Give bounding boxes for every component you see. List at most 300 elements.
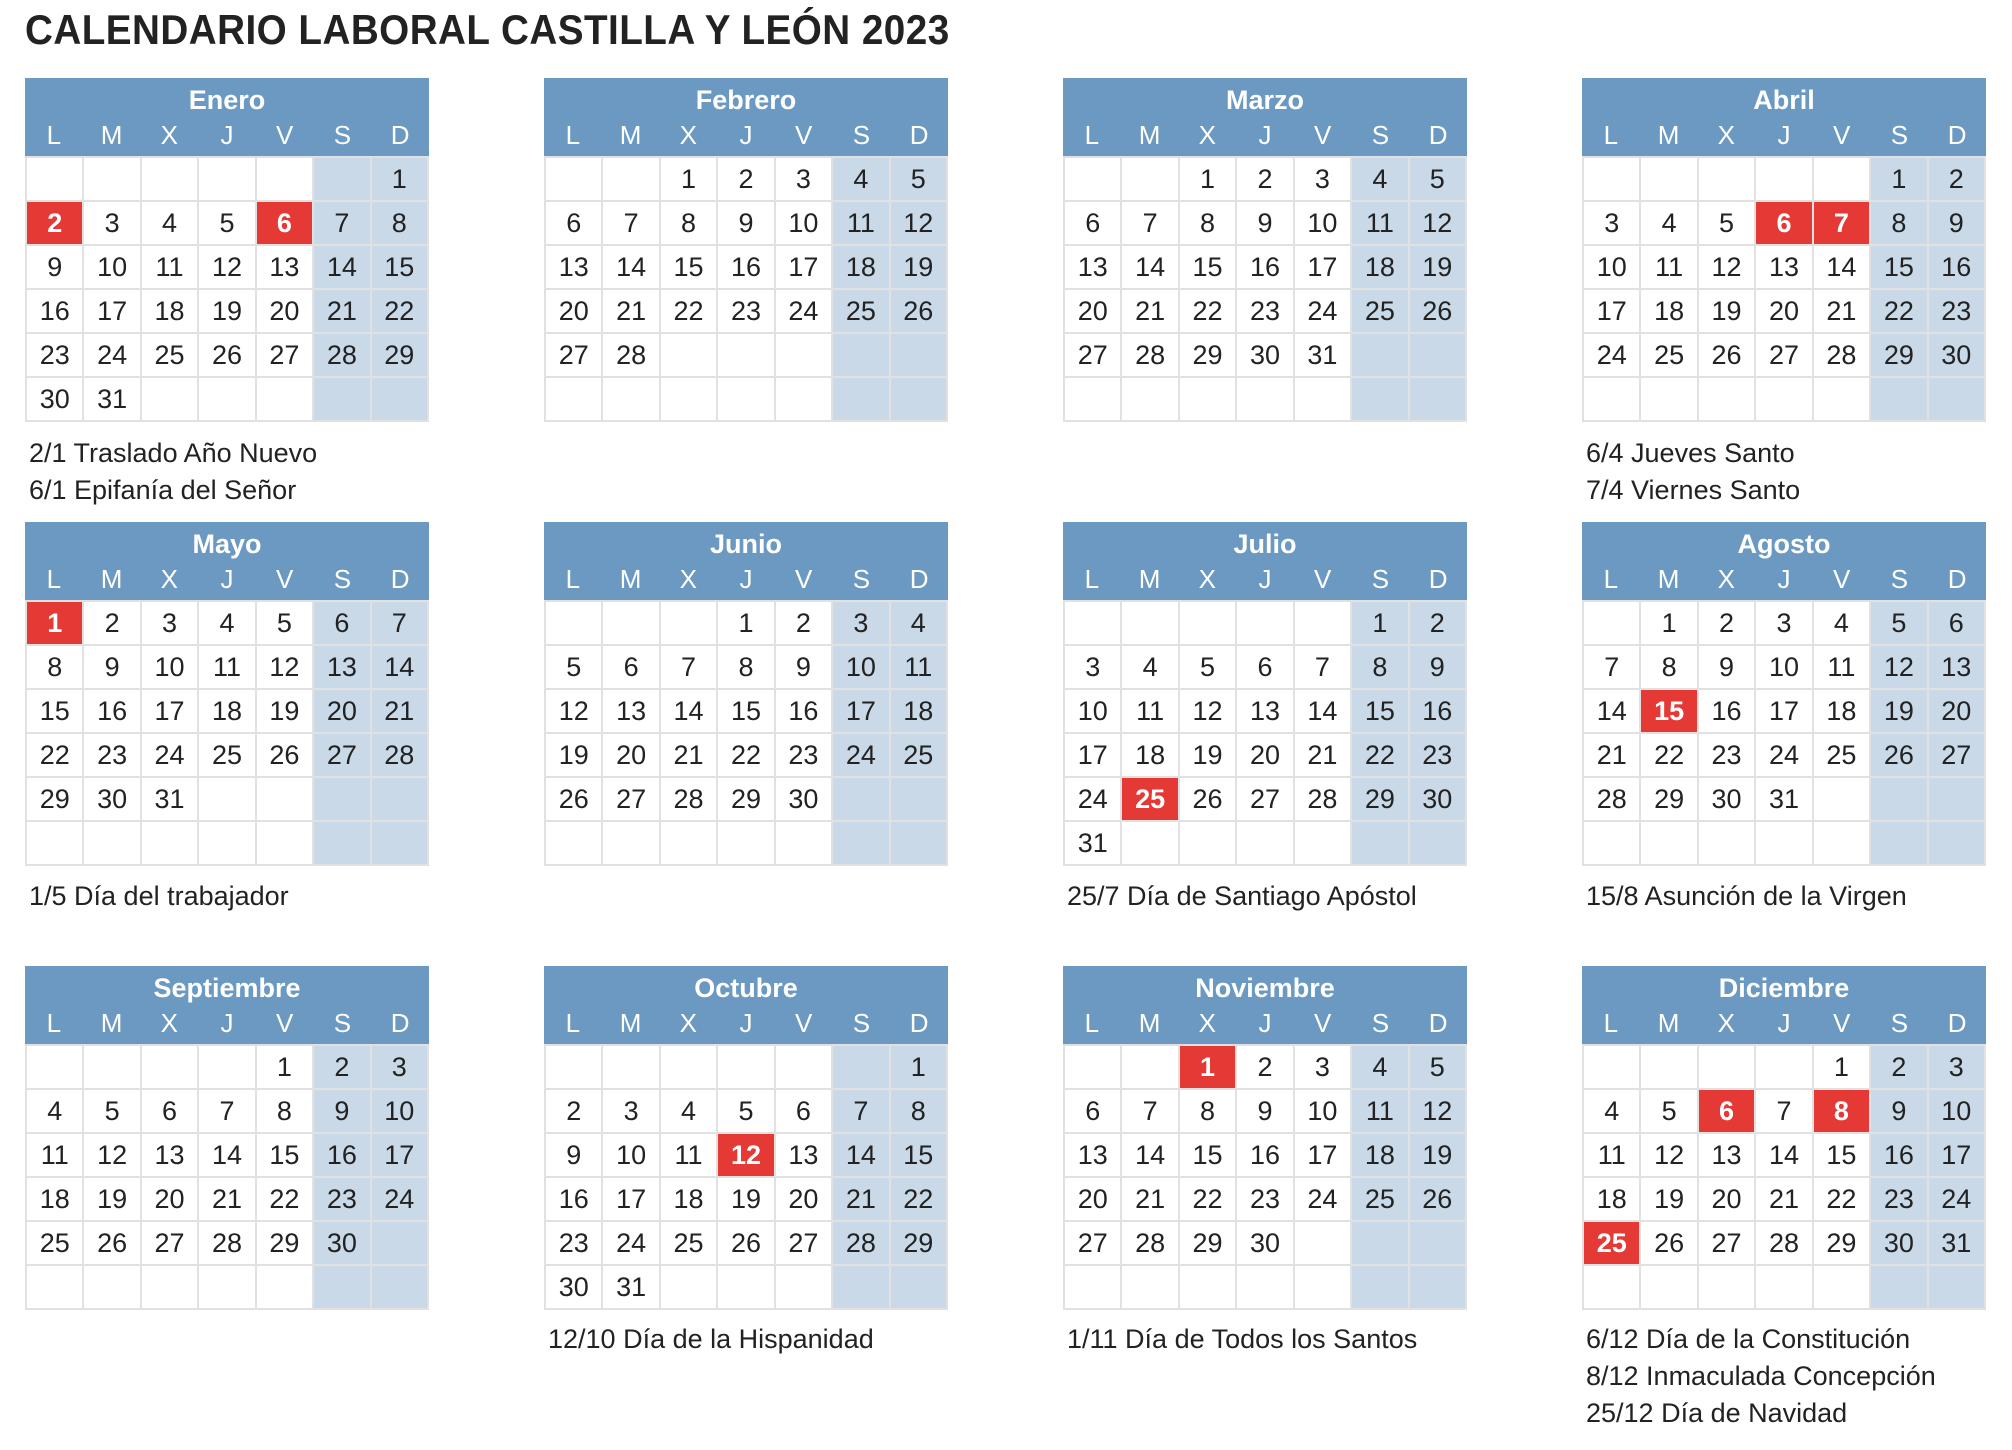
weekday-label: L [46,120,62,150]
day-cell: 22 [1814,1178,1871,1222]
weekend-cell: 11 [891,646,948,690]
day-cell: 1 [718,602,775,646]
holiday-note: 2/1 Traslado Año Nuevo [29,438,318,468]
empty-cell [1295,1266,1352,1310]
empty-cell [199,778,256,822]
empty-cell [1410,334,1467,378]
empty-cell [1871,1266,1928,1310]
weekday-label: M [100,120,123,150]
weekend-cell: 30 [314,1222,371,1266]
day-cell: 31 [603,1266,660,1310]
month-name: Febrero [695,85,797,115]
weekend-cell: 25 [891,734,948,778]
empty-cell [314,822,371,866]
day-cell: 17 [1295,1134,1352,1178]
day-cell: 31 [1295,334,1352,378]
empty-cell [1122,158,1179,202]
month-marzo [1063,78,1467,422]
day-cell: 3 [1756,602,1813,646]
empty-cell [1352,378,1409,422]
weekday-label: X [1198,564,1216,594]
weekend-cell: 25 [833,290,890,334]
weekend-cell: 20 [314,690,371,734]
day-cell: 22 [257,1178,314,1222]
empty-cell [546,822,603,866]
weekend-cell: 13 [314,646,371,690]
weekday-label: S [1890,120,1909,150]
weekday-labels [544,562,948,600]
weekend-cell: 14 [372,646,429,690]
weekend-cell: 1 [891,1046,948,1090]
weekday-label: V [1314,120,1332,150]
empty-cell [372,1222,429,1266]
day-cell: 17 [776,246,833,290]
empty-cell [1814,778,1871,822]
day-cell: 29 [27,778,84,822]
weekend-cell: 30 [1410,778,1467,822]
weekend-cell: 9 [1929,202,1986,246]
weekend-cell: 1 [1352,602,1409,646]
day-cell: 2 [718,158,775,202]
day-cell: 20 [1065,290,1122,334]
holiday-note: 25/12 Día de Navidad [1586,1398,1848,1428]
day-cell: 13 [1065,246,1122,290]
month-header [1063,966,1467,1044]
month-header [25,966,429,1044]
day-cell: 23 [1699,734,1756,778]
weekday-label: J [739,564,753,594]
weekend-cell: 12 [1410,1090,1467,1134]
day-cell: 31 [1065,822,1122,866]
day-cell: 19 [718,1178,775,1222]
weekday-label: V [795,120,813,150]
empty-cell [84,1266,141,1310]
empty-cell [776,1266,833,1310]
day-cell: 1 [661,158,718,202]
day-cell: 1 [1180,158,1237,202]
empty-cell [199,822,256,866]
day-cell: 20 [546,290,603,334]
day-cell: 7 [199,1090,256,1134]
day-cell: 19 [1699,290,1756,334]
empty-cell [833,778,890,822]
day-cell: 14 [1814,246,1871,290]
day-cell: 2 [84,602,141,646]
weekend-cell: 9 [314,1090,371,1134]
empty-cell [1584,1266,1641,1310]
day-cell: 22 [1641,734,1698,778]
empty-cell [891,778,948,822]
day-cell: 11 [661,1134,718,1178]
weekday-label: S [852,564,871,594]
day-cell: 27 [603,778,660,822]
day-cell: 7 [1756,1090,1813,1134]
day-cell: 1 [257,1046,314,1090]
day-cell: 6 [776,1090,833,1134]
weekend-cell: 30 [1871,1222,1928,1266]
day-cell: 11 [1584,1134,1641,1178]
day-cell: 10 [1295,1090,1352,1134]
day-cell: 25 [1814,734,1871,778]
weekday-labels [544,118,948,156]
day-cell: 17 [142,690,199,734]
day-cell: 10 [1756,646,1813,690]
day-cell: 23 [718,290,775,334]
holiday-cell: 7 [1814,202,1871,246]
holiday-notes [1586,1321,1936,1432]
day-cell: 10 [1065,690,1122,734]
day-cell: 23 [546,1222,603,1266]
month-name: Enero [188,85,266,115]
day-cell: 29 [1180,334,1237,378]
day-cell: 17 [603,1178,660,1222]
empty-cell [314,158,371,202]
day-cell: 31 [1756,778,1813,822]
day-cell: 4 [1814,602,1871,646]
day-cell: 4 [142,202,199,246]
weekend-cell: 10 [833,646,890,690]
weekend-cell: 24 [372,1178,429,1222]
weekend-cell: 1 [1871,158,1928,202]
weekend-cell: 19 [891,246,948,290]
empty-cell [891,1266,948,1310]
day-cell: 16 [27,290,84,334]
weekend-cell: 8 [1352,646,1409,690]
day-cell: 24 [1295,290,1352,334]
holiday-cell: 25 [1584,1222,1641,1266]
weekend-cell: 7 [833,1090,890,1134]
day-cell: 12 [84,1134,141,1178]
day-cell: 30 [1699,778,1756,822]
weekday-label: M [100,564,123,594]
weekday-label: S [333,1008,352,1038]
month-name: Junio [710,529,782,559]
empty-cell [1699,1266,1756,1310]
weekday-labels [1582,118,1986,156]
holiday-note: 1/5 Día del trabajador [29,881,289,911]
empty-cell [1756,822,1813,866]
day-cell: 5 [718,1090,775,1134]
weekday-label: J [1777,120,1791,150]
month-junio [544,522,948,866]
month-name: Septiembre [153,973,301,1003]
empty-cell [1929,378,1986,422]
day-cell: 8 [1641,646,1698,690]
weekend-cell: 30 [1929,334,1986,378]
weekend-cell: 5 [1871,602,1928,646]
weekend-cell: 16 [1871,1134,1928,1178]
day-cell: 6 [142,1090,199,1134]
weekend-cell: 8 [372,202,429,246]
day-cell: 30 [546,1266,603,1310]
weekday-labels [1063,118,1467,156]
empty-cell [661,334,718,378]
weekday-label: V [1314,564,1332,594]
weekend-cell: 17 [372,1134,429,1178]
empty-cell [27,1266,84,1310]
holiday-cell: 25 [1122,778,1179,822]
day-cell: 25 [1641,334,1698,378]
weekend-cell: 12 [891,202,948,246]
holiday-cell: 6 [1699,1090,1756,1134]
weekend-cell: 9 [1410,646,1467,690]
day-cell: 12 [1180,690,1237,734]
weekday-label: M [1138,564,1161,594]
day-cell: 16 [1699,690,1756,734]
empty-cell [718,378,775,422]
day-cell: 7 [1295,646,1352,690]
empty-cell [142,378,199,422]
holiday-notes [29,878,289,915]
day-cell: 28 [1756,1222,1813,1266]
weekend-cell: 8 [1871,202,1928,246]
day-cell: 15 [718,690,775,734]
empty-cell [372,1266,429,1310]
weekend-cell: 4 [891,602,948,646]
holiday-notes [1586,435,1800,509]
day-cell: 13 [1237,690,1294,734]
day-cell: 26 [84,1222,141,1266]
empty-cell [257,778,314,822]
weekday-label: V [1833,120,1851,150]
weekend-cell: 18 [891,690,948,734]
day-cell: 14 [603,246,660,290]
weekend-cell: 8 [891,1090,948,1134]
month-name: Noviembre [1195,973,1335,1003]
empty-cell [27,158,84,202]
empty-cell [833,334,890,378]
weekend-cell: 9 [1871,1090,1928,1134]
weekday-labels [1063,1006,1467,1044]
empty-cell [1929,778,1986,822]
day-cell: 11 [142,246,199,290]
day-cell: 18 [1584,1178,1641,1222]
month-name: Octubre [694,973,798,1003]
day-cell: 27 [1756,334,1813,378]
weekday-label: D [909,564,929,594]
weekend-cell: 15 [891,1134,948,1178]
weekend-cell: 27 [314,734,371,778]
weekday-label: D [909,1008,929,1038]
day-cell: 4 [27,1090,84,1134]
weekend-cell: 21 [833,1178,890,1222]
weekday-label: J [1777,564,1791,594]
weekday-label: X [1717,120,1735,150]
weekend-cell: 10 [1929,1090,1986,1134]
day-cell: 28 [603,334,660,378]
weekend-cell: 11 [1352,202,1409,246]
weekday-label: V [276,1008,294,1038]
month-header [25,78,429,156]
weekend-cell: 7 [314,202,371,246]
day-cell: 3 [1584,202,1641,246]
day-cell: 2 [776,602,833,646]
empty-cell [1180,378,1237,422]
weekend-cell: 2 [1410,602,1467,646]
day-grid [25,600,429,866]
weekend-cell: 19 [1410,246,1467,290]
day-grid [1063,1044,1467,1310]
empty-cell [314,1266,371,1310]
day-cell: 15 [661,246,718,290]
month-header [1063,78,1467,156]
day-grid [1063,156,1467,422]
empty-cell [1065,158,1122,202]
empty-cell [372,778,429,822]
holiday-cell: 1 [1180,1046,1237,1090]
day-cell: 4 [1641,202,1698,246]
day-cell: 14 [661,690,718,734]
weekday-label: D [1947,1008,1967,1038]
weekend-cell: 26 [1410,1178,1467,1222]
empty-cell [603,158,660,202]
day-cell: 10 [142,646,199,690]
month-mayo [25,522,429,866]
weekend-cell: 29 [372,334,429,378]
holiday-cell: 1 [27,602,84,646]
weekday-label: X [1198,120,1216,150]
day-cell: 15 [1180,1134,1237,1178]
weekday-label: M [1657,564,1680,594]
weekend-cell: 3 [833,602,890,646]
weekday-label: X [679,1008,697,1038]
weekend-cell: 22 [372,290,429,334]
day-cell: 23 [1237,290,1294,334]
weekday-label: L [1603,1008,1619,1038]
day-cell: 10 [1295,202,1352,246]
weekday-label: D [1947,564,1967,594]
empty-cell [142,822,199,866]
empty-cell [372,822,429,866]
empty-cell [1929,1266,1986,1310]
day-cell: 11 [199,646,256,690]
weekend-cell: 12 [1871,646,1928,690]
day-cell: 2 [1237,1046,1294,1090]
empty-cell [142,1266,199,1310]
day-cell: 16 [1237,1134,1294,1178]
day-cell: 22 [1180,290,1237,334]
month-name: Mayo [192,529,262,559]
day-cell: 18 [142,290,199,334]
weekday-label: S [333,564,352,594]
day-cell: 27 [1065,334,1122,378]
empty-cell [1814,822,1871,866]
day-cell: 29 [718,778,775,822]
day-cell: 12 [1699,246,1756,290]
empty-cell [1641,158,1698,202]
day-cell: 3 [1065,646,1122,690]
empty-cell [314,778,371,822]
weekday-label: M [619,120,642,150]
empty-cell [1410,1266,1467,1310]
day-cell: 19 [1641,1178,1698,1222]
weekend-cell: 28 [372,734,429,778]
empty-cell [1122,822,1179,866]
day-cell: 23 [84,734,141,778]
empty-cell [891,822,948,866]
day-cell: 26 [1180,778,1237,822]
month-septiembre [25,966,429,1310]
holiday-notes [1067,1321,1417,1358]
weekday-label: V [795,1008,813,1038]
weekend-cell: 5 [891,158,948,202]
day-cell: 6 [1065,202,1122,246]
weekend-cell: 26 [891,290,948,334]
empty-cell [1410,822,1467,866]
day-cell: 5 [546,646,603,690]
empty-cell [1871,378,1928,422]
weekday-label: V [276,120,294,150]
empty-cell [1641,822,1698,866]
day-cell: 5 [1180,646,1237,690]
day-cell: 25 [142,334,199,378]
weekday-labels [1063,562,1467,600]
day-cell: 27 [1237,778,1294,822]
empty-cell [891,378,948,422]
day-cell: 14 [1295,690,1352,734]
weekday-labels [25,562,429,600]
day-grid [1582,600,1986,866]
day-cell: 4 [199,602,256,646]
day-cell: 12 [546,690,603,734]
day-grid [544,1044,948,1310]
weekend-cell: 15 [372,246,429,290]
day-cell: 7 [1584,646,1641,690]
day-cell: 8 [718,646,775,690]
month-header [544,78,948,156]
empty-cell [199,378,256,422]
weekday-label: M [619,1008,642,1038]
day-cell: 3 [1295,158,1352,202]
day-cell: 21 [603,290,660,334]
empty-cell [776,1046,833,1090]
day-cell: 25 [27,1222,84,1266]
weekday-labels [25,118,429,156]
day-grid [1582,156,1986,422]
day-cell: 19 [1180,734,1237,778]
empty-cell [1584,822,1641,866]
empty-cell [1122,378,1179,422]
day-cell: 26 [1699,334,1756,378]
holiday-cell: 12 [718,1134,775,1178]
day-cell: 28 [1814,334,1871,378]
day-cell: 19 [84,1178,141,1222]
empty-cell [833,1046,890,1090]
day-cell: 21 [1584,734,1641,778]
empty-cell [1814,158,1871,202]
day-cell: 8 [257,1090,314,1134]
day-cell: 13 [546,246,603,290]
empty-cell [776,822,833,866]
month-header [1582,966,1986,1044]
weekday-label: V [276,564,294,594]
day-cell: 3 [142,602,199,646]
day-cell: 24 [1584,334,1641,378]
day-cell: 23 [27,334,84,378]
empty-cell [1756,378,1813,422]
weekend-cell: 18 [1352,246,1409,290]
day-cell: 27 [776,1222,833,1266]
day-cell: 2 [1237,158,1294,202]
weekday-label: L [1603,564,1619,594]
day-cell: 24 [1756,734,1813,778]
empty-cell [1237,602,1294,646]
day-cell: 28 [661,778,718,822]
day-cell: 17 [1065,734,1122,778]
day-cell: 19 [257,690,314,734]
day-cell: 5 [199,202,256,246]
empty-cell [314,378,371,422]
